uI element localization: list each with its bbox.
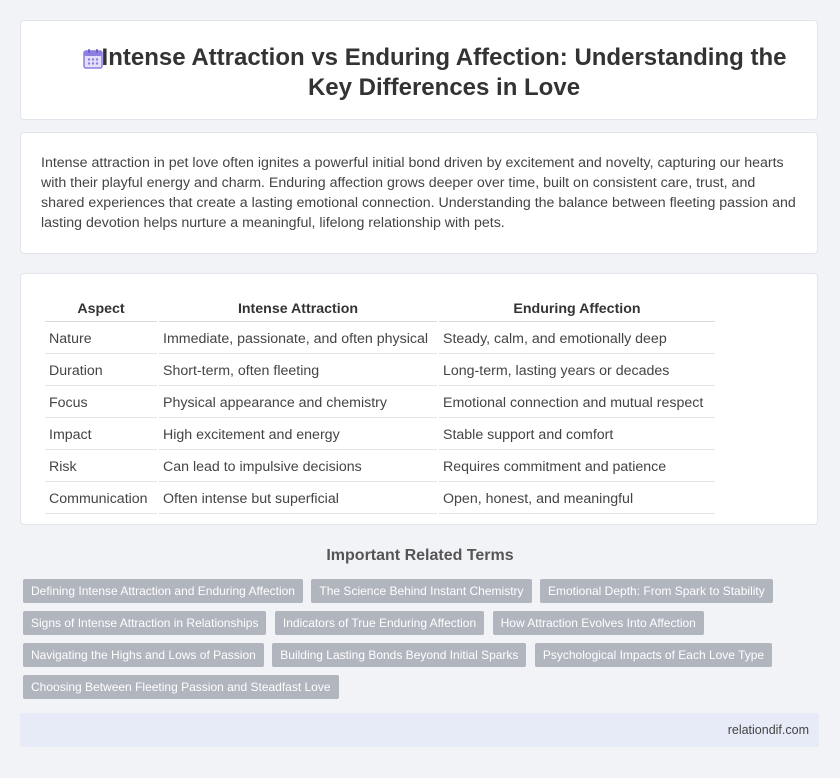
table-cell: Steady, calm, and emotionally deep bbox=[439, 324, 715, 354]
table-cell: Focus bbox=[45, 388, 157, 418]
table-cell: Open, honest, and meaningful bbox=[439, 484, 715, 514]
footer bbox=[20, 713, 819, 747]
related-term-tag[interactable]: Indicators of True Enduring Affection bbox=[275, 611, 484, 635]
related-term-tag[interactable]: Signs of Intense Attraction in Relationships bbox=[23, 611, 266, 635]
table-row bbox=[45, 420, 715, 450]
table-row bbox=[45, 388, 715, 418]
table-cell: Immediate, passionate, and often physical bbox=[159, 324, 437, 354]
table-header-row bbox=[45, 298, 715, 322]
intro-paragraph: Intense attraction in pet love often ignites a powerful initial bond driven by excitement and novelty, capturing our hearts with their playful energy and charm. Enduring affection grows deeper over time, built on consistent care, trust, and shared experiences that create a lasting emotional connection. Understanding the balance between fleeting passion and lasting devotion helps nurture a meaningful, lifelong relationship with pets. bbox=[41, 155, 796, 231]
related-term-tag[interactable]: Defining Intense Attraction and Enduring Affection bbox=[23, 579, 303, 603]
table-row bbox=[45, 356, 715, 386]
calendar-icon bbox=[81, 47, 105, 71]
related-term-tag[interactable]: Choosing Between Fleeting Passion and Steadfast Love bbox=[23, 675, 339, 699]
table-cell: Risk bbox=[45, 452, 157, 482]
column-header-aspect: Aspect bbox=[45, 298, 157, 322]
table-row bbox=[45, 324, 715, 354]
related-term-tag[interactable]: Emotional Depth: From Spark to Stability bbox=[540, 579, 773, 603]
related-term-tag[interactable]: Building Lasting Bonds Beyond Initial Sparks bbox=[272, 643, 526, 667]
table-row bbox=[45, 452, 715, 482]
table-cell: Long-term, lasting years or decades bbox=[439, 356, 715, 386]
related-term-tag[interactable]: How Attraction Evolves Into Affection bbox=[493, 611, 704, 635]
table-cell: Impact bbox=[45, 420, 157, 450]
table-cell: Short-term, often fleeting bbox=[159, 356, 437, 386]
title-card bbox=[20, 20, 818, 120]
table-cell: Often intense but superficial bbox=[159, 484, 437, 514]
related-terms-heading: Important Related Terms bbox=[326, 547, 514, 564]
site-link[interactable]: relationdif.com bbox=[727, 723, 809, 737]
column-header-intense-attraction: Intense Attraction bbox=[159, 298, 437, 322]
table-cell: Duration bbox=[45, 356, 157, 386]
related-term-tag[interactable]: Psychological Impacts of Each Love Type bbox=[535, 643, 772, 667]
table-cell: Can lead to impulsive decisions bbox=[159, 452, 437, 482]
related-terms-list bbox=[23, 579, 803, 707]
table-cell: Physical appearance and chemistry bbox=[159, 388, 437, 418]
table-cell: Stable support and comfort bbox=[439, 420, 715, 450]
table-row bbox=[45, 484, 715, 514]
table-cell: Communication bbox=[45, 484, 157, 514]
column-header-enduring-affection: Enduring Affection bbox=[439, 298, 715, 322]
table-cell: Requires commitment and patience bbox=[439, 452, 715, 482]
page-title: Intense Attraction vs Enduring Affection: Understanding the Key Differences in Love bbox=[101, 44, 787, 101]
table-cell: Nature bbox=[45, 324, 157, 354]
related-term-tag[interactable]: The Science Behind Instant Chemistry bbox=[311, 579, 531, 603]
related-term-tag[interactable]: Navigating the Highs and Lows of Passion bbox=[23, 643, 264, 667]
title-wrap bbox=[61, 43, 797, 103]
table-cell: High excitement and energy bbox=[159, 420, 437, 450]
table-cell: Emotional connection and mutual respect bbox=[439, 388, 715, 418]
comparison-table bbox=[43, 296, 717, 516]
intro-card bbox=[20, 132, 818, 254]
comparison-card bbox=[20, 273, 818, 525]
